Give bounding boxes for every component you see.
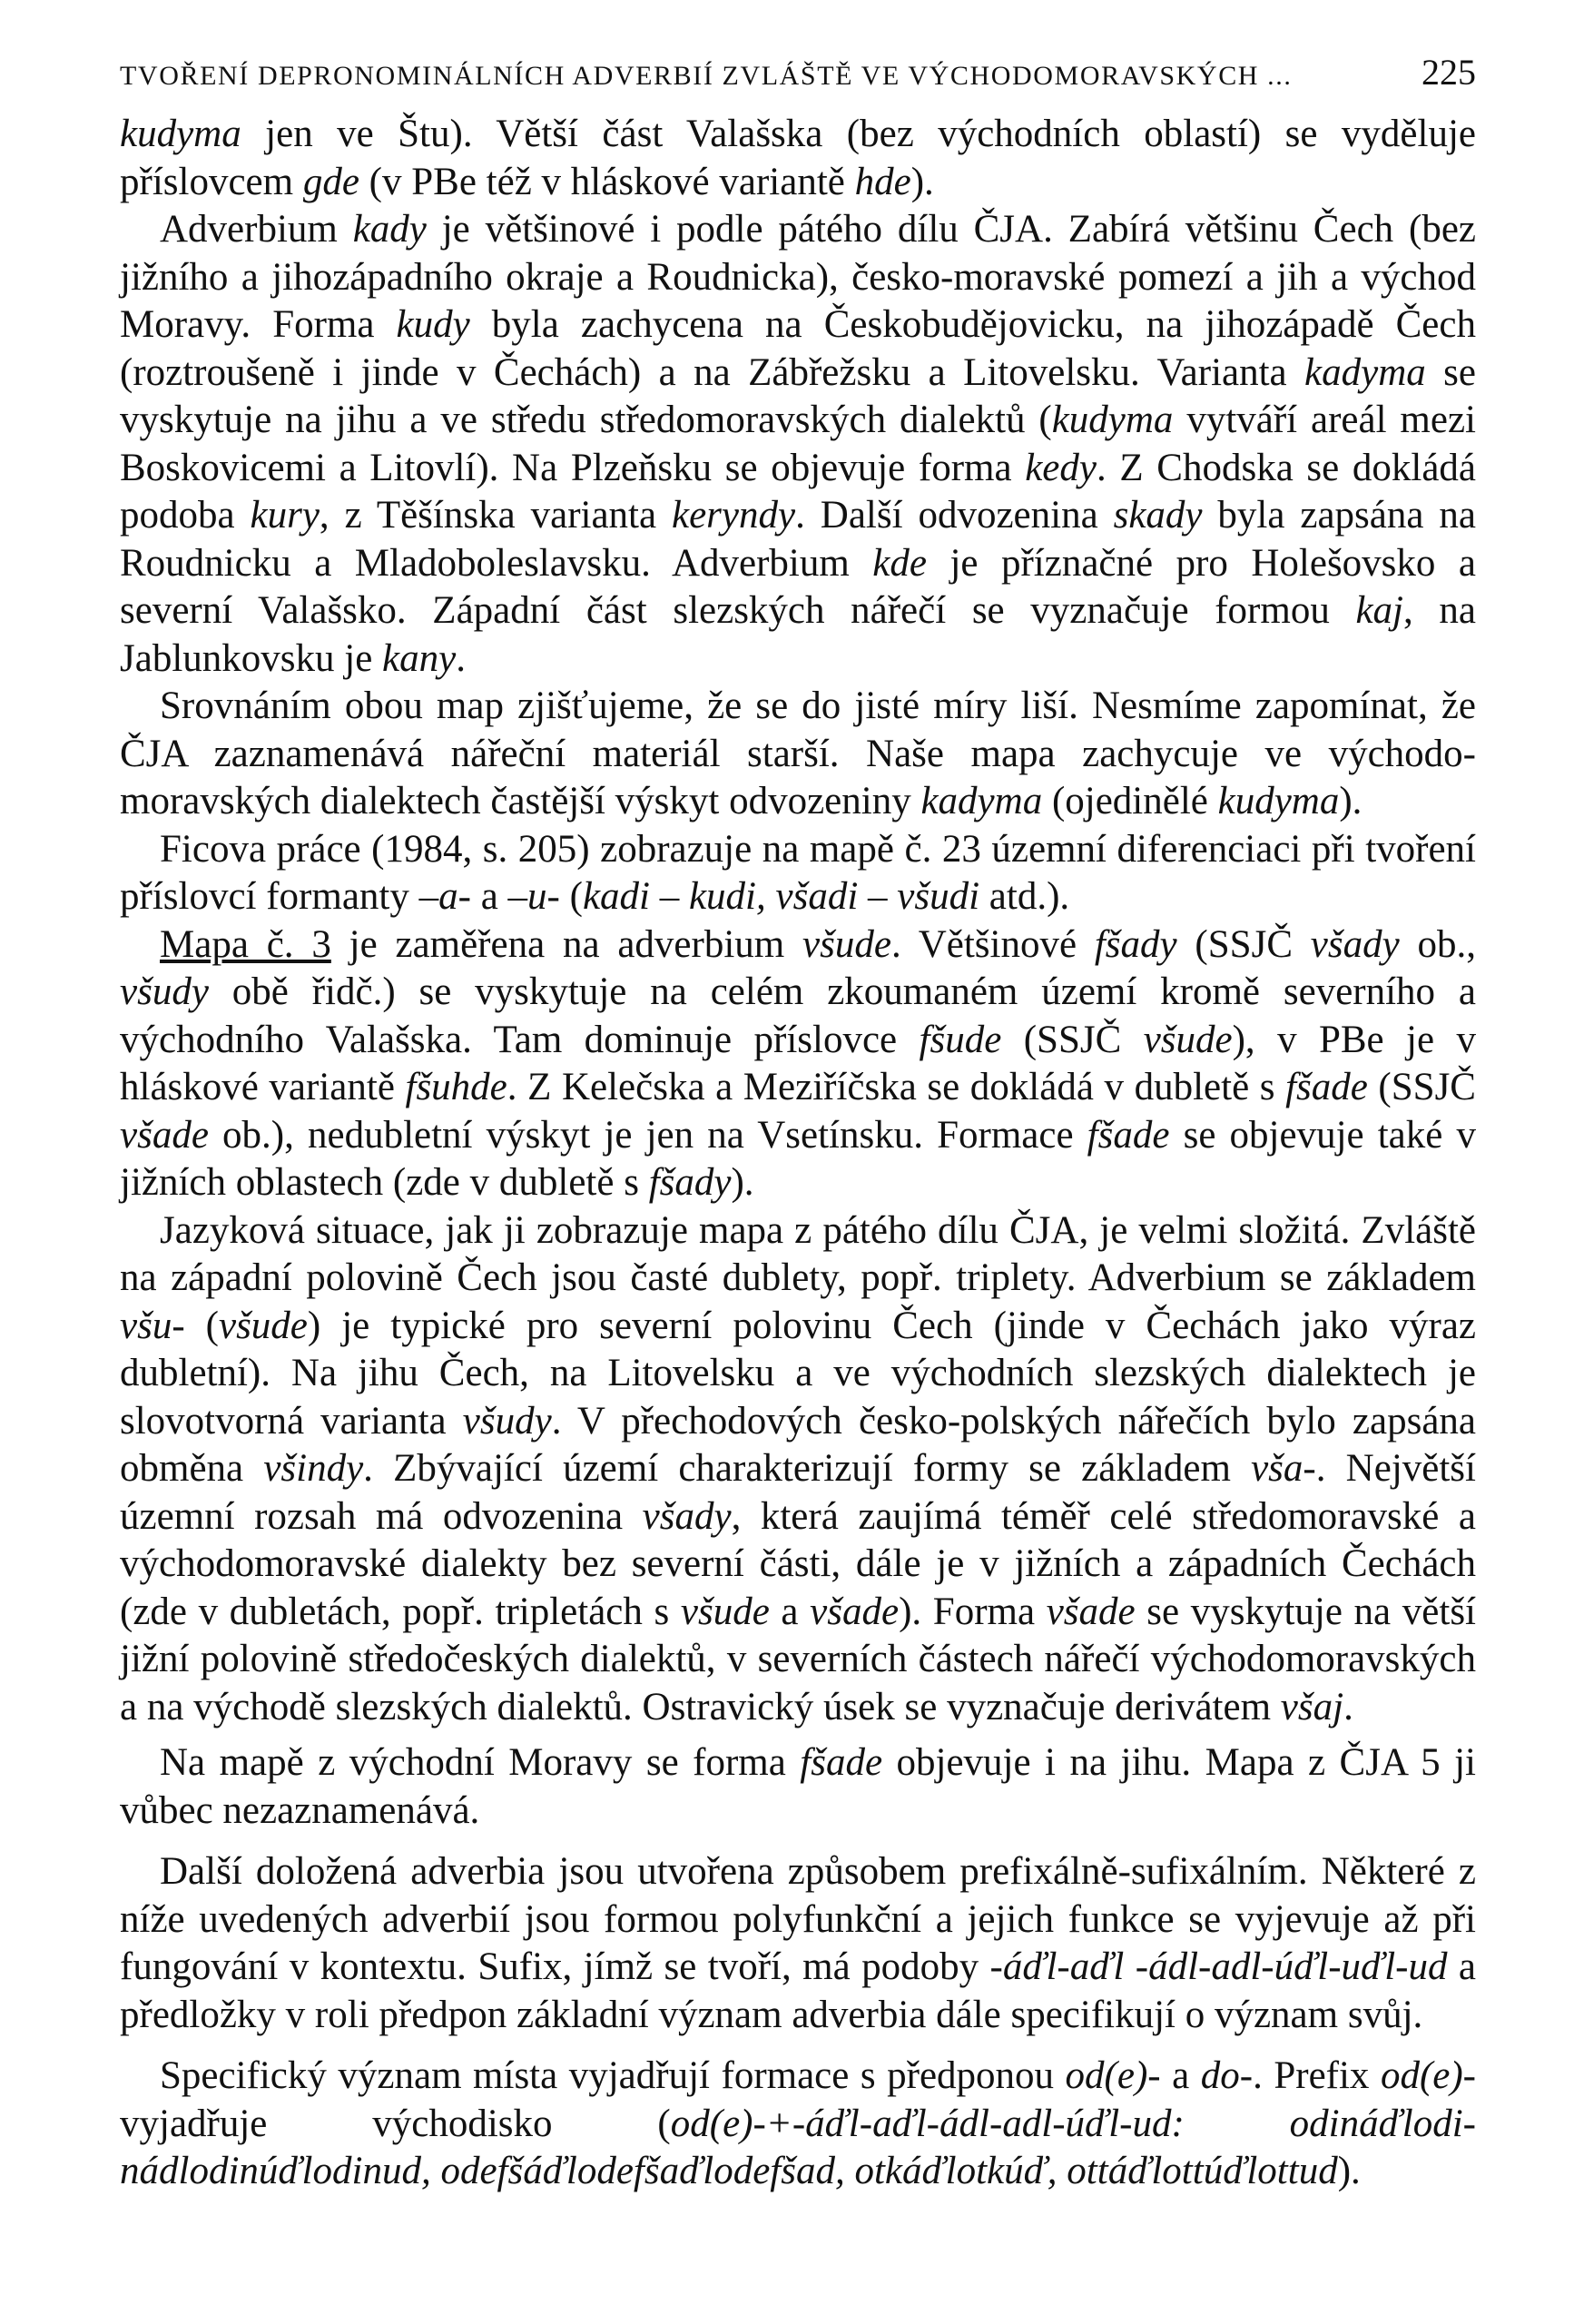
text-run: ). [910, 160, 934, 203]
italic-term: vša- [1251, 1447, 1316, 1490]
paragraph [120, 111, 1476, 206]
paragraph [120, 206, 1476, 683]
italic-term: kury [250, 494, 320, 537]
italic-term: všady [1310, 922, 1400, 966]
text-run: je většinové i podle pátého dílu ČJA. Zabírá většinu Čech (bez jižního a jihozápadního okraje a Roudnicka), česko-moravské pomezí a jih a východ Moravy. Forma [120, 208, 1476, 346]
text-run: ). [1339, 780, 1362, 822]
italic-term: od(e)-+-áďl-aďl-ádl-adl-úďl-ud: odináďlodinádlodinúďlodinud, odefšáďlodefšaďlodefšad, otkáďlotkúď, ottáďlottúďlottud [120, 2102, 1476, 2192]
italic-term: kudyma [1217, 780, 1340, 822]
italic-term: od(e)- [1380, 2054, 1476, 2097]
header-title: TVOŘENÍ DEPRONOMINÁLNÍCH ADVERBIÍ ZVLÁŠTĚ VE VÝCHODOMORAVSKÝCH ... [120, 61, 1293, 91]
paragraph [120, 683, 1476, 826]
italic-term: všady [642, 1494, 732, 1538]
text-run: Jazyková situace, jak ji zobrazuje mapa z pátého dílu ČJA, je velmi složitá. Zvláště na západní polovině Čech jsou časté dublety, popř. triplety. Adverbium se základem [120, 1208, 1476, 1299]
italic-term: všudy [120, 970, 209, 1013]
text-run: Ficova práce (1984, s. 205) zobrazuje na mapě č. 23 územní diferenciaci při tvoření příslovcí formanty [120, 827, 1476, 918]
italic-term: všude [680, 1590, 770, 1633]
text-run: vyjadřuje východisko ( [120, 2102, 671, 2145]
text-run: . V přechodových česko-polských nářečích bylo zapsána obměna [120, 1399, 1476, 1490]
text-run: (SSJČ [1176, 922, 1311, 966]
italic-term: kadi – kudi, všadi – všudi [582, 875, 980, 918]
paragraph [120, 1739, 1476, 1835]
text-run: Na mapě z východní Moravy se forma [160, 1741, 801, 1784]
body-text [120, 111, 1476, 2196]
paragraph [120, 1207, 1476, 1732]
text-run: ( [559, 875, 583, 918]
italic-term: gde [302, 160, 359, 203]
italic-term: do- [1200, 2054, 1254, 2097]
text-run: , na Jablunkovsku je [120, 589, 1476, 680]
italic-term: fšade [1285, 1066, 1368, 1108]
italic-term: keryndy [672, 494, 796, 537]
text-run: . [456, 636, 466, 680]
text-run: je příznačné pro Holešovsko a severní Valašsko. Západní část slezských nářečí se vyznačuje formou [120, 541, 1476, 632]
italic-term: všudy [462, 1399, 552, 1443]
italic-term: fšady [648, 1161, 732, 1204]
text-run: a [769, 1590, 811, 1633]
italic-term: všindy [263, 1447, 364, 1490]
paragraph [120, 921, 1476, 1207]
text-run: obě řidč.) se vyskytuje na celém zkoumaném území kromě severního a východního Valašska. Tam dominuje příslovce [120, 970, 1476, 1061]
italic-term: všude [218, 1304, 308, 1347]
text-run: byla zachycena na Českobudějovicku, na jihozápadě Čech (roztroušeně i jinde v Čechách) a na Zábřežsku a Litovelsku. Varianta [120, 303, 1476, 394]
text-run: se objevuje také v jižních oblastech (zde v dubletě s [120, 1113, 1476, 1204]
text-run: a [1160, 2054, 1201, 2097]
italic-term: kde [872, 541, 927, 585]
text-run: ). Forma [899, 1590, 1047, 1633]
text-run: atd.). [979, 875, 1070, 918]
text-run: . Největší územní rozsah má odvozenina [120, 1447, 1476, 1538]
italic-term: hde [854, 160, 911, 203]
italic-term: kadyma [1304, 350, 1426, 394]
text-run: ob., [1399, 922, 1476, 966]
italic-term: kudy [396, 303, 470, 346]
italic-term: všade [1046, 1590, 1136, 1633]
text-run: . Prefix [1253, 2054, 1381, 2097]
italic-term: kudyma [120, 113, 241, 155]
text-run: a [470, 875, 508, 918]
text-run: (ojedinělé [1042, 780, 1218, 822]
italic-term: všude [802, 922, 891, 966]
page-number: 225 [1422, 52, 1476, 93]
map-reference: Mapa č. 3 [160, 922, 331, 966]
text-run: jen ve Štu). Větší část Valašska (bez východních oblastí) se vyděluje příslovcem [120, 113, 1476, 203]
text-run: . Z Kelečska a Meziříčska se dokládá v dubletě s [507, 1066, 1286, 1108]
text-run: a předložky v roli předpon základní význam adverbia dále specifikují o význam svůj. [120, 1945, 1476, 2036]
text-run: . Další odvozenina [795, 494, 1114, 537]
text-run: Adverbium [160, 208, 353, 251]
text-run: se vyskytuje na větší jižní polovině středočeských dialektů, v severních částech nářečí východomoravských a na východě slezských dialektů. Ostravický úsek se vyznačuje derivátem [120, 1590, 1476, 1728]
italic-term: fšuhde [405, 1066, 507, 1108]
text-run: . Z Chodska se dokládá podoba [120, 446, 1476, 537]
text-run: (v PBe též v hláskové variantě [359, 160, 855, 203]
italic-term: fšade [800, 1741, 883, 1784]
text-run: Srovnáním obou map zjišťujeme, že se do jisté míry liší. Nesmíme zapomínat, že ČJA zaznamenává nářeční materiál starší. Naše mapa zachycuje ve východomoravských dialektech častější výskyt odvozeniny [120, 684, 1476, 822]
text-run: (SSJČ [1001, 1018, 1144, 1061]
italic-term: fšady [1094, 922, 1177, 966]
text-run: . [1343, 1685, 1353, 1728]
paragraph [120, 826, 1476, 921]
running-header [120, 51, 1476, 105]
text-run: objevuje i na jihu. Mapa z ČJA 5 ji vůbec nezaznamenává. [120, 1741, 1476, 1832]
italic-term: všaj [1280, 1685, 1344, 1728]
italic-term: od(e)- [1065, 2054, 1161, 2097]
text-run: ob.), nedubletní výskyt je jen na Vsetínsku. Formace [208, 1113, 1087, 1157]
text-run: , z Těšínska varianta [319, 494, 673, 537]
text-run: . Zbývající území charakterizují formy se základem [363, 1447, 1252, 1490]
italic-term: všade [810, 1590, 900, 1633]
italic-term: -áďl-aďl -ádl-adl-úďl-uďl-ud [989, 1945, 1448, 1988]
text-run: . Většinové [890, 922, 1095, 966]
text-run: ). [1337, 2150, 1361, 2192]
italic-term: kady [352, 208, 427, 251]
italic-term: kedy [1025, 446, 1097, 489]
text-run: ( [184, 1304, 219, 1347]
italic-term: –a- [418, 875, 471, 918]
italic-term: kaj [1355, 589, 1404, 632]
text-run: vytváří areál mezi Boskovicemi a Litovlí). Na Plzeňsku se objevuje forma [120, 399, 1476, 489]
text-run: byla zapsána na Roudnicku a Mladoboleslavsku. Adverbium [120, 494, 1476, 585]
italic-term: kany [382, 636, 457, 680]
italic-term: fšade [1087, 1113, 1170, 1157]
text-run: ) je typické pro severní polovinu Čech (jinde v Čechách jako výraz dubletní). Na jihu Čech, na Litovelsku a ve východních slezských dialektech je slovotvorná varianta [120, 1304, 1476, 1443]
text-run: ). [731, 1161, 754, 1204]
italic-term: všade [120, 1113, 209, 1157]
paragraph [120, 2053, 1476, 2196]
italic-term: skady [1113, 494, 1203, 537]
text-run: Specifický význam místa vyjadřují formace s předponou [160, 2054, 1066, 2097]
text-run: se vyskytuje na jihu a ve středu středomoravských dialektů ( [120, 350, 1476, 441]
italic-term: všude [1143, 1018, 1233, 1061]
paragraph [120, 1848, 1476, 2039]
italic-term: kudyma [1051, 399, 1174, 441]
text-run: ), v PBe je v hláskové variantě [120, 1018, 1476, 1108]
italic-term: všu- [120, 1304, 185, 1347]
italic-term: fšude [919, 1018, 1002, 1061]
italic-term: kadyma [920, 780, 1043, 822]
italic-term: –u- [507, 875, 560, 918]
text-run: je zaměřena na adverbium [330, 922, 803, 966]
text-run: (SSJČ [1367, 1066, 1476, 1108]
text-run: Další doložená adverbia jsou utvořena způsobem prefixálně-sufixálním. Některé z níže uvedených adverbií jsou formou polyfunkční a jejich funkce se vyjevuje až při fungování v kontextu. Sufix, jímž se tvoří, má podoby [120, 1850, 1476, 1988]
text-run: , která zaujímá téměř celé středomoravské a východomoravské dialekty bez severní části, dále je v jižních a západních Čechách (zde v dubletách, popř. tripletách s [120, 1494, 1476, 1633]
